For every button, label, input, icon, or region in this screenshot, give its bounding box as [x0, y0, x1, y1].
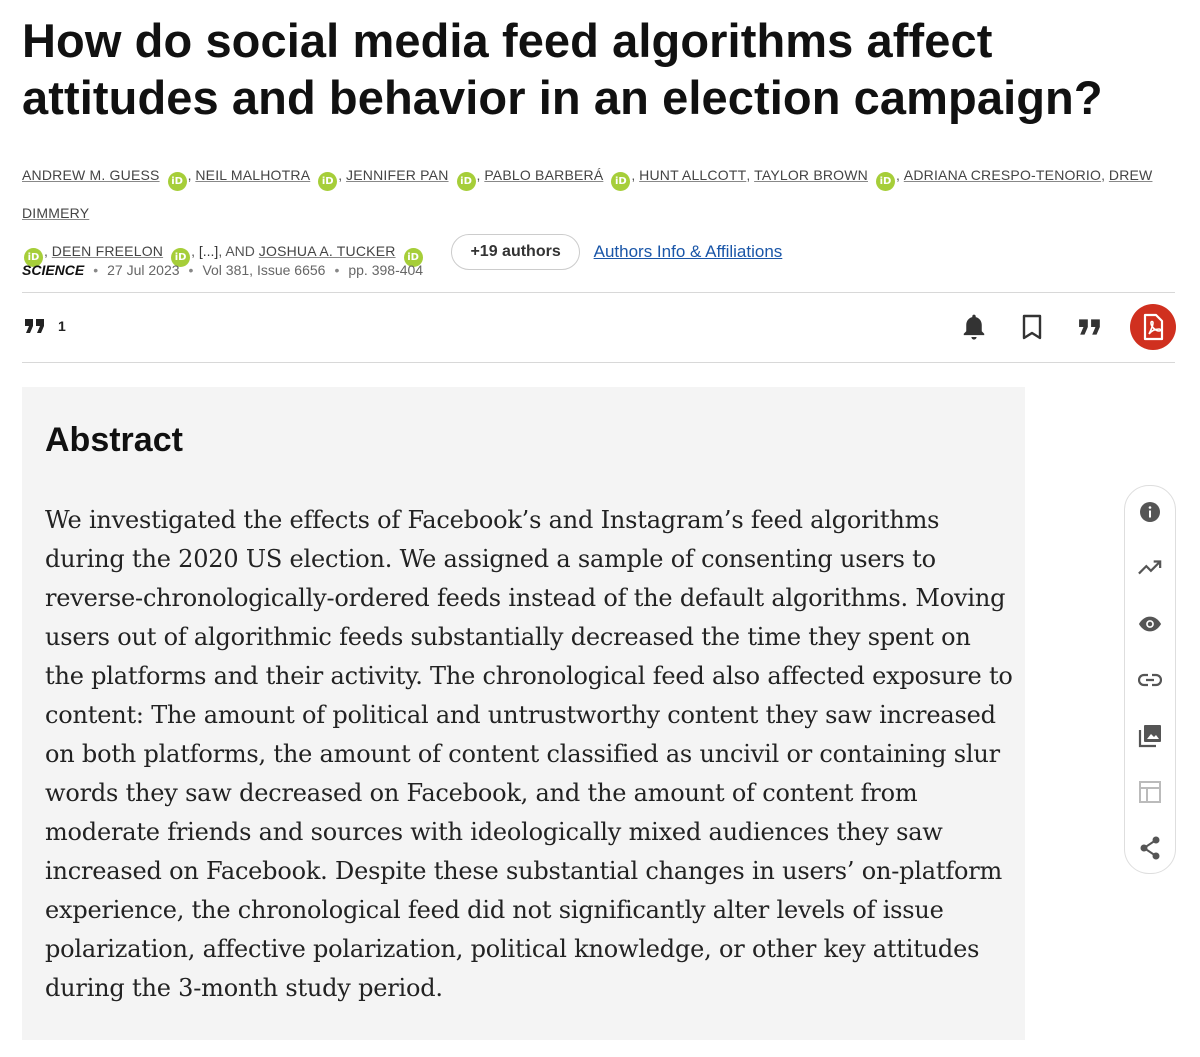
bell-icon	[961, 313, 987, 341]
bookmark-button[interactable]	[1014, 304, 1050, 350]
affiliations-link[interactable]: Authors Info & Affiliations	[593, 242, 783, 262]
citation-count[interactable]	[24, 318, 66, 334]
journal-name[interactable]: SCIENCE	[22, 262, 85, 278]
volume-issue[interactable]: Vol 381, Issue 6656	[202, 262, 326, 278]
view-button[interactable]	[1138, 612, 1162, 636]
author-link[interactable]: JOSHUA A. TUCKER	[258, 243, 396, 259]
author-link[interactable]: NEIL MALHOTRA	[195, 167, 311, 183]
info-button[interactable]	[1138, 500, 1162, 524]
eye-icon	[1138, 615, 1162, 633]
pub-date: 27 Jul 2023	[107, 262, 180, 278]
cite-button[interactable]	[1072, 304, 1108, 350]
article-side-rail	[1124, 485, 1176, 874]
author-link[interactable]: ANDREW M. GUESS	[22, 167, 160, 183]
pdf-icon	[1140, 313, 1166, 341]
images-icon	[1138, 724, 1162, 748]
orcid-icon[interactable]: iD	[168, 172, 187, 191]
author-link[interactable]: HUNT ALLCOTT	[639, 167, 747, 183]
orcid-icon[interactable]: iD	[24, 248, 43, 267]
share-button[interactable]	[1138, 836, 1162, 860]
bookmark-icon	[1021, 314, 1043, 340]
alert-button[interactable]	[956, 304, 992, 350]
author-link[interactable]: TAYLOR BROWN	[754, 167, 868, 183]
link-icon	[1138, 672, 1162, 688]
orcid-icon[interactable]: iD	[171, 248, 190, 267]
author-link[interactable]: DEEN FREELON	[51, 243, 164, 259]
abstract-heading: Abstract	[45, 421, 183, 459]
orcid-icon[interactable]: iD	[457, 172, 476, 191]
orcid-icon[interactable]: iD	[318, 172, 337, 191]
author-link[interactable]: ADRIANA CRESPO-TENORIO	[903, 167, 1102, 183]
orcid-icon[interactable]: iD	[876, 172, 895, 191]
divider	[22, 362, 1175, 363]
and-label: AND	[225, 243, 255, 259]
citation-count-value: 1	[58, 318, 66, 334]
pdf-button[interactable]	[1130, 304, 1176, 350]
publication-meta: SCIENCE • 27 Jul 2023 • Vol 381, Issue 6656 • pp. 398-404	[22, 262, 424, 278]
author-list: ANDREW M. GUESS iD , NEIL MALHOTRA iD , JENNIFER PAN iD , PABLO BARBERÁ iD , HUNT ALLCOTT, TAYLOR BROWN iD , ADRIANA CRESPO-TENORIO, DREW DIMMERY iD , DEEN FREELON iD , [...], AND JOSHUA A. TUCKER iD +19 authors Authors Info & Affiliations	[22, 156, 1182, 271]
article-toolbar	[956, 304, 1176, 350]
link-button[interactable]	[1138, 668, 1162, 692]
more-authors-button[interactable]: +19 authors	[451, 234, 579, 270]
tables-button[interactable]	[1138, 780, 1162, 804]
author-link[interactable]: PABLO BARBERÁ	[484, 167, 604, 183]
author-link[interactable]: JENNIFER PAN	[346, 167, 449, 183]
divider	[22, 292, 1175, 293]
article-title: How do social media feed algorithms affect attitudes and behavior in an election campaign?	[22, 14, 1103, 124]
quote-icon	[24, 318, 46, 334]
info-icon	[1139, 501, 1161, 523]
abstract-text: We investigated the effects of Facebook’s and Instagram’s feed algorithms during the 2020 US election. We assigned a sample of consenting users to reverse-chronologically-ordered feeds instead of the default algorithms. Moving users out of algorithmic feeds substantially decreased the time they spent on the platforms and their activity. The chronological feed also affected exposure to content: The amount of political and untrustworthy content they saw increased on both platforms, the amount of content classified as uncivil or containing slur words they saw decreased on Facebook, and the amount of content from moderate friends and sources with ideologically mixed audiences they saw increased on Facebook. Despite these substantial changes in users’ on-platform experience, the chronological feed did not significantly alter levels of issue polarization, affective polarization, political knowledge, or other key attitudes during the 3-month study period.	[45, 506, 1013, 1002]
figures-button[interactable]	[1138, 724, 1162, 748]
quote-icon	[1078, 318, 1102, 336]
trending-icon	[1138, 559, 1162, 577]
page-range: pp. 398-404	[348, 262, 424, 278]
author-link[interactable]: DREW DIMMERY	[22, 167, 1153, 221]
authors-ellipsis: [...]	[198, 243, 219, 259]
table-icon	[1138, 780, 1162, 804]
orcid-icon[interactable]: iD	[404, 248, 423, 267]
orcid-icon[interactable]: iD	[611, 172, 630, 191]
abstract-section	[22, 387, 1025, 1040]
metrics-button[interactable]	[1138, 556, 1162, 580]
share-icon	[1139, 836, 1161, 860]
